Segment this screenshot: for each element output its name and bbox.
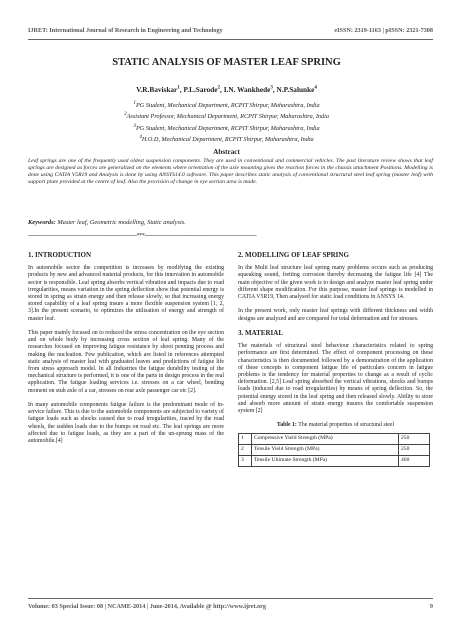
paragraph: In the present work, only master leaf springs with different thickness and width designs are analyzed and are compared for total deformation and for stresses.: [238, 308, 433, 322]
affiliation: $^4$H.O.D, Mechanical Department, RCPIT Shirpur, Maharashtra, India: [139, 133, 314, 143]
journal-name: IJRET: International Journal of Research in Engineering and Technology: [28, 27, 223, 34]
author: N.P.Salunke$^4$: [276, 85, 317, 94]
table-row: [239, 444, 430, 455]
table-cell-property: Tensile Ultimate Strength (MPa): [252, 455, 399, 466]
table-row: [239, 433, 430, 444]
section-heading-material: 3. MATERIAL: [238, 329, 283, 337]
paper-title: STATIC ANALYSIS OF MASTER LEAF SPRING: [112, 57, 341, 68]
page-number: 9: [429, 603, 433, 610]
left-column: [28, 252, 224, 452]
section-heading-introduction: 1. INTRODUCTION: [28, 251, 92, 259]
author-list: V.R.Baviskar$^1$, P.L.Sarode$^2$, I.N. Wankhede$^3$, N.P.Salunke$^4$: [136, 85, 317, 94]
right-column: [238, 252, 433, 467]
table-cell-value: 250: [399, 433, 430, 444]
footer-rule: [28, 598, 433, 599]
table-cell-value: 250: [399, 444, 430, 455]
author: I.N. Wankhede$^3$: [223, 85, 273, 94]
keywords-line: [28, 219, 433, 226]
affiliation: $^3$PG Student, Mechanical Department, RCPIT Shirpur, Maharashtra, India: [133, 122, 320, 132]
section-separator: --------------------------------------------------------------------***----------------------------------------------------------------------: [28, 233, 257, 239]
running-header: [28, 27, 433, 34]
header-rule: [28, 39, 433, 40]
affiliation: $^1$PG Student, Mechanical Department, RCPIT Shirpur, Maharashtra, India: [133, 100, 320, 110]
keywords-label: Keywords:: [28, 219, 56, 226]
author: V.R.Baviskar$^1$: [136, 85, 180, 94]
affiliation-list: [0, 99, 453, 144]
table-cell-property: Tensile Yield Strength (MPa): [252, 444, 399, 455]
table-cell-no: 1: [239, 433, 252, 444]
affiliation: $^2$Assistant Professor, Mechanical Department, RCPIT Shirpur, Maharashtra, India: [124, 111, 329, 121]
table-cell-value: 460: [399, 455, 430, 466]
table-cell-no: 3: [239, 455, 252, 466]
keywords-text: Master leaf, Geometric modelling, Static analysis.: [57, 219, 186, 226]
author: P.L.Sarode$^2$: [183, 85, 221, 94]
table-cell-property: Compressive Yield Strength (MPa): [252, 433, 399, 444]
table-cell-no: 2: [239, 444, 252, 455]
table-row: [239, 455, 430, 466]
table-caption: [238, 422, 433, 429]
material-properties-table: [238, 433, 430, 467]
table-caption-label: Table 1:: [276, 422, 297, 429]
paragraph: In the Multi leaf structure leaf spring many problems occurs such as producing squeaking sound, fretting corrosion thereby decreasing the fatigue life [4] The main objective of the given work is to design and analyze master leaf spring under different shape modification. For this purpose, master leaf springs is modelled in CATIA V5R19, Then analysed for static load conditions in ANSYS 14.: [238, 265, 433, 301]
running-footer: [28, 603, 433, 610]
paragraph: In many automobile components fatigue failure is the predominant mode of in-service failure. This is due to the automobile components are subjected to variety of fatigue loads such as shocks caused due to road irregularities, traced by the road wheels, the sudden loads due to the bumps on road etc. The leaf springs are more affected due to fatigue loads, as they are a part of the un-sprung mass of the automobile.[4]: [28, 402, 224, 445]
table-caption-text: The material properties of structural steel: [298, 422, 395, 429]
abstract-heading: Abstract: [213, 148, 240, 156]
issn-numbers: eISSN: 2319-1163 | pISSN: 2321-7308: [334, 27, 433, 34]
paragraph: This paper mainly focused on to reduced the stress concentration on the eye section and on whole body by increasing cross section of leaf spring. Many of the researches focused on improving fatigue resistance by shoot penning process and making the nucleation. Few publication, which are listed in references attempted static analysis of master leaf with graduated leaves and predictions of fatigue life from stress approach model. In all Industries the fatigue durability testing of the mechanical structure is performed, it is one of the parts in design process in the real application. The fatigue loading services i.e. stresses on a car wheel, bending moment on stub axle of a car, stresses on rear axle passenger car etc [2].: [28, 330, 224, 394]
paragraph: In automobile sector the competition is increases by modifying the existing products by new and advanced material products, for this innovation in automobile sector is responsible. Leaf spring absorbs vertical vibration and impacts due to road irregularities, means variation in the spring deflection show that potential energy is stored in spring as strain energy and then release slowly, so that increasing energy stored capability of a leaf spring insure a more flexible suspension system [1, 2, 3].In the present scenario, to optimizes the utilisation of energy and strength of master leaf.: [28, 265, 224, 322]
paragraph: The materials of structural steel behaviour characteristics related to spring performance are first determined. The effect of component processing on these characteristics is then documented followed by a demonstration of the application of these concepts to component fatigue life of particulars concern in fatigue problems is the tendency for material properties to change as a result of cyclic deformation. [2,5] Leaf spring absorbed the vertical vibrations, shocks and bumps loads (induced due to road irregularities) by means of spring deflection. So, the potential energy stored in the leaf spring and then released slowly. Ability to store and absorb more amount of strain energy insures the comfortable suspension system [2]: [238, 343, 433, 415]
abstract-text: Leaf springs are one of the frequently used oldest suspension components. They are used in conventional and commercial vehicles. The past literature review shows that leaf springs are designed as forces are generalized on the elements where orientation of the axle mounting gives the reaction forces in the chassis attachment Positions. Modelling is done using CATIA V5R19 and Analysis is done by using ANSYS14.0 software. This paper describes static analysis of conventional structural steel leaf spring (master leaf) with support plate provided at the centre of leaf. Also the provision of change in eye section area is made.: [28, 158, 433, 185]
section-heading-modelling: 2. MODELLING OF LEAF SPRING: [238, 251, 349, 259]
volume-info: Volume: 03 Special Issue: 08 | NCAME-2014 | June-2014, Available @ http://www.ijret.org: [28, 603, 266, 610]
